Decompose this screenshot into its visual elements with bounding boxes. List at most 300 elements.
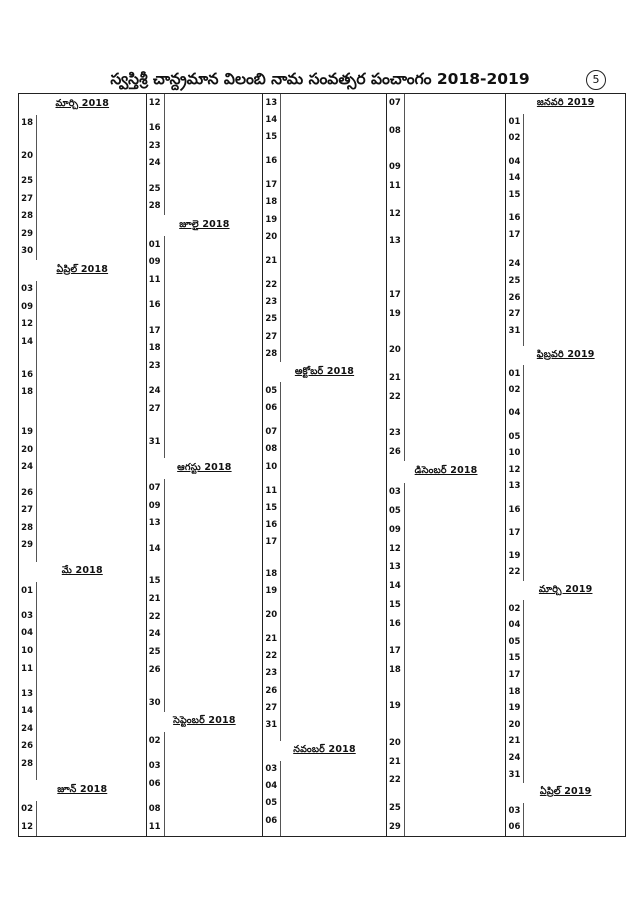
entry-day — [506, 541, 524, 548]
calendar-entry — [506, 461, 625, 478]
month-header: ఫిబ్రవరి 2019 — [536, 348, 595, 360]
entry-day: 19 — [263, 582, 281, 599]
calendar-entry — [19, 607, 146, 625]
calendar-entry — [263, 565, 386, 582]
calendar-entry — [19, 242, 146, 260]
entry-day: 04 — [263, 778, 281, 795]
entry-day: 12 — [19, 316, 37, 334]
entry-day: 05 — [263, 382, 281, 399]
entry-day: 25 — [19, 172, 37, 190]
calendar-entry — [387, 633, 506, 642]
calendar-entry — [147, 289, 263, 297]
entry-day: 13 — [147, 514, 165, 532]
entry-day: 23 — [147, 357, 165, 375]
entry-day: 04 — [506, 617, 524, 634]
calendar-entry — [506, 600, 625, 617]
entry-day: 17 — [387, 286, 405, 305]
calendar-entry — [506, 226, 625, 243]
entry-day: 28 — [19, 755, 37, 773]
calendar-entry — [506, 289, 625, 306]
calendar-entry — [387, 305, 506, 324]
entry-day: 18 — [19, 115, 37, 133]
calendar-entry — [506, 203, 625, 210]
month-header: ఏప్రిల్ 2019 — [539, 786, 592, 798]
entry-day — [147, 565, 165, 573]
entry-day — [387, 259, 405, 268]
calendar-entry — [263, 716, 386, 733]
calendar-entry — [263, 94, 386, 111]
entry-day: 12 — [506, 461, 524, 478]
entry-day: 22 — [147, 608, 165, 626]
entry-day — [263, 829, 281, 836]
calendar-entry — [506, 750, 625, 767]
entry-day: 20 — [263, 606, 281, 623]
entry-day: 22 — [263, 648, 281, 665]
calendar-entry — [147, 198, 263, 216]
entry-day: 24 — [19, 720, 37, 738]
calendar-entry — [19, 225, 146, 243]
calendar-entry — [263, 699, 386, 716]
calendar-entry — [263, 534, 386, 551]
calendar-entry — [19, 140, 146, 148]
entry-day: 25 — [263, 311, 281, 328]
calendar-entry — [19, 165, 146, 173]
calendar-column — [263, 94, 387, 836]
entry-day — [387, 725, 405, 734]
calendar-entry — [506, 153, 625, 170]
calendar-entry — [147, 172, 263, 180]
month-header: జూలై 2018 — [179, 219, 230, 231]
entry-day — [387, 277, 405, 286]
calendar-grid — [18, 93, 626, 837]
calendar-entry — [263, 245, 386, 252]
calendar-entry — [387, 424, 506, 443]
calendar-entry — [19, 677, 146, 685]
month-header: నవంబర్ 2018 — [293, 744, 356, 756]
calendar-entry — [147, 433, 263, 451]
calendar-entry — [147, 382, 263, 400]
entry-day — [506, 398, 524, 405]
calendar-entry — [263, 665, 386, 682]
entry-day — [387, 149, 405, 158]
entry-day — [263, 270, 281, 277]
month-header: మే 2018 — [61, 565, 103, 577]
entry-day — [19, 416, 37, 424]
calendar-entry — [19, 582, 146, 600]
entry-day — [506, 147, 524, 154]
entry-day — [147, 451, 165, 459]
calendar-entry — [506, 564, 625, 581]
calendar-entry — [147, 679, 263, 687]
calendar-entry — [263, 582, 386, 599]
entry-day: 17 — [147, 322, 165, 340]
calendar-entry — [506, 114, 625, 131]
calendar-entry — [387, 577, 506, 596]
calendar-entry — [387, 483, 506, 502]
entry-day — [506, 250, 524, 257]
calendar-entry — [147, 340, 263, 358]
entry-day — [506, 422, 524, 429]
entry-day — [263, 475, 281, 482]
entry-day: 02 — [506, 600, 524, 617]
calendar-entry — [387, 558, 506, 577]
calendar-entry — [19, 801, 146, 819]
entry-day: 26 — [147, 661, 165, 679]
entry-day: 21 — [263, 252, 281, 269]
calendar-entry — [263, 311, 386, 328]
calendar-entry — [147, 479, 263, 497]
calendar-entry — [19, 818, 146, 836]
calendar-entry — [387, 415, 506, 424]
entry-day: 31 — [263, 716, 281, 733]
calendar-entry — [263, 812, 386, 829]
entry-day: 11 — [387, 177, 405, 196]
calendar-entry — [387, 277, 506, 286]
entry-day — [147, 793, 165, 801]
entry-day: 18 — [263, 194, 281, 211]
entry-day: 24 — [506, 256, 524, 273]
calendar-entry — [19, 358, 146, 366]
entry-day: 16 — [147, 119, 165, 137]
entry-day: 24 — [506, 750, 524, 767]
entry-day: 04 — [506, 405, 524, 422]
calendar-entry — [19, 351, 146, 359]
calendar-entry — [263, 517, 386, 534]
calendar-entry — [263, 228, 386, 245]
calendar-column — [506, 94, 625, 836]
calendar-entry — [263, 733, 386, 740]
calendar-entry — [387, 223, 506, 232]
calendar-entry — [506, 803, 625, 820]
entry-day: 08 — [387, 122, 405, 141]
entry-day: 28 — [19, 519, 37, 537]
entry-day: 30 — [147, 694, 165, 712]
calendar-entry — [263, 194, 386, 211]
calendar-entry — [506, 634, 625, 651]
entry-day: 03 — [19, 281, 37, 299]
entry-day — [19, 773, 37, 781]
calendar-entry — [19, 484, 146, 502]
calendar-entry — [263, 475, 386, 482]
calendar-entry — [19, 333, 146, 351]
calendar-entry — [147, 608, 263, 626]
entry-day: 15 — [506, 650, 524, 667]
entry-day: 03 — [263, 761, 281, 778]
entry-day: 05 — [506, 428, 524, 445]
calendar-entry — [263, 252, 386, 269]
entry-day: 09 — [387, 158, 405, 177]
calendar-entry — [263, 778, 386, 795]
calendar-entry — [387, 140, 506, 149]
calendar-entry — [147, 314, 263, 322]
calendar-entry — [387, 251, 506, 260]
calendar-entry — [387, 149, 506, 158]
entry-day — [263, 733, 281, 740]
entry-day: 20 — [387, 733, 405, 752]
entry-day: 27 — [19, 190, 37, 208]
entry-day: 18 — [506, 683, 524, 700]
calendar-entry — [263, 424, 386, 441]
calendar-entry — [506, 422, 625, 429]
calendar-column — [147, 94, 264, 836]
calendar-entry — [19, 476, 146, 484]
page-number: 5 — [586, 70, 606, 90]
calendar-entry — [147, 271, 263, 289]
calendar-entry — [506, 339, 625, 346]
calendar-entry — [147, 573, 263, 591]
entry-day — [506, 203, 524, 210]
calendar-entry — [263, 558, 386, 565]
entry-day — [147, 375, 165, 383]
calendar-entry — [147, 801, 263, 819]
entry-day — [263, 624, 281, 631]
month-header: మార్చి 2019 — [538, 584, 593, 596]
calendar-entry — [147, 643, 263, 661]
entry-day: 02 — [19, 801, 37, 819]
entry-day: 11 — [147, 271, 165, 289]
calendar-entry — [263, 400, 386, 417]
entry-day — [387, 360, 405, 369]
entry-day: 16 — [506, 210, 524, 227]
entry-day: 02 — [506, 382, 524, 399]
month-header: ఏప్రిల్ 2018 — [56, 263, 109, 275]
entry-day: 04 — [19, 625, 37, 643]
calendar-entry — [147, 155, 263, 173]
month-header: డిసెంబర్ 2018 — [414, 465, 478, 477]
calendar-entry — [263, 499, 386, 516]
calendar-entry — [19, 298, 146, 316]
calendar-entry — [506, 617, 625, 634]
entry-day: 09 — [19, 298, 37, 316]
calendar-entry — [387, 232, 506, 251]
calendar-entry — [19, 383, 146, 401]
calendar-entry — [263, 624, 386, 631]
calendar-entry — [147, 686, 263, 694]
calendar-entry — [387, 725, 506, 734]
entry-day: 23 — [387, 424, 405, 443]
calendar-entry — [387, 716, 506, 725]
calendar-entry — [147, 451, 263, 459]
entry-day — [387, 268, 405, 277]
entry-day — [19, 165, 37, 173]
calendar-entry — [147, 357, 263, 375]
entry-day: 27 — [147, 400, 165, 418]
entry-day — [147, 172, 165, 180]
calendar-entry — [387, 268, 506, 277]
calendar-entry — [147, 818, 263, 836]
calendar-entry — [506, 147, 625, 154]
entry-day: 05 — [506, 634, 524, 651]
calendar-entry — [506, 250, 625, 257]
entry-day — [19, 401, 37, 409]
calendar-entry — [506, 766, 625, 783]
calendar-entry — [19, 207, 146, 225]
calendar-entry — [506, 501, 625, 518]
entry-day: 17 — [506, 667, 524, 684]
calendar-entry — [147, 532, 263, 540]
calendar-entry — [147, 732, 263, 750]
entry-day: 13 — [387, 558, 405, 577]
entry-day: 18 — [19, 383, 37, 401]
entry-day: 19 — [19, 424, 37, 442]
calendar-entry — [263, 648, 386, 665]
calendar-entry — [19, 147, 146, 165]
calendar-entry — [147, 180, 263, 198]
entry-day: 23 — [263, 665, 281, 682]
entry-day — [387, 716, 405, 725]
entry-day: 12 — [19, 818, 37, 836]
entry-day: 20 — [263, 228, 281, 245]
calendar-entry — [387, 177, 506, 196]
entry-day: 24 — [147, 626, 165, 644]
entry-day — [147, 686, 165, 694]
entry-day: 16 — [147, 297, 165, 315]
entry-day: 16 — [506, 501, 524, 518]
entry-day — [19, 476, 37, 484]
calendar-entry — [506, 717, 625, 734]
entry-day — [506, 495, 524, 502]
calendar-entry — [263, 177, 386, 194]
calendar-entry — [263, 551, 386, 558]
calendar-entry — [19, 600, 146, 608]
calendar-entry — [147, 297, 263, 315]
calendar-entry — [19, 685, 146, 703]
calendar-entry — [147, 425, 263, 433]
calendar-entry — [147, 626, 263, 644]
entry-day: 22 — [387, 771, 405, 790]
calendar-entry — [19, 642, 146, 660]
calendar-entry — [19, 441, 146, 459]
calendar-entry — [147, 557, 263, 565]
entry-day: 19 — [387, 305, 405, 324]
calendar-entry — [19, 738, 146, 756]
entry-day: 26 — [19, 484, 37, 502]
calendar-entry — [19, 366, 146, 384]
entry-day: 27 — [19, 501, 37, 519]
entry-day: 14 — [263, 111, 281, 128]
calendar-entry — [387, 688, 506, 697]
calendar-entry — [387, 368, 506, 387]
entry-day: 14 — [147, 540, 165, 558]
entry-day — [387, 195, 405, 204]
calendar-entry — [263, 482, 386, 499]
entry-day — [263, 551, 281, 558]
month-header: అక్టోబర్ 2018 — [294, 365, 355, 377]
calendar-entry — [387, 387, 506, 406]
calendar-entry — [387, 642, 506, 661]
entry-day: 06 — [147, 775, 165, 793]
entry-day: 23 — [147, 137, 165, 155]
entry-day: 26 — [263, 682, 281, 699]
calendar-entry — [147, 112, 263, 120]
calendar-entry — [263, 277, 386, 294]
entry-day: 17 — [263, 534, 281, 551]
entry-day: 25 — [147, 643, 165, 661]
entry-day: 02 — [506, 130, 524, 147]
entry-day — [387, 323, 405, 332]
entry-day: 15 — [147, 573, 165, 591]
entry-day: 30 — [19, 242, 37, 260]
calendar-entry — [506, 819, 625, 836]
calendar-entry — [147, 758, 263, 776]
entry-day: 22 — [387, 387, 405, 406]
calendar-entry — [263, 761, 386, 778]
entry-day: 31 — [147, 433, 165, 451]
calendar-entry — [506, 365, 625, 382]
entry-day: 02 — [147, 732, 165, 750]
calendar-entry — [387, 158, 506, 177]
entry-day — [147, 425, 165, 433]
entry-day: 12 — [147, 94, 165, 112]
entry-day: 03 — [387, 483, 405, 502]
entry-day: 15 — [506, 187, 524, 204]
entry-day — [387, 113, 405, 122]
calendar-entry — [147, 565, 263, 573]
entry-day: 13 — [19, 685, 37, 703]
calendar-entry — [147, 497, 263, 515]
entry-day: 17 — [387, 642, 405, 661]
calendar-entry — [147, 540, 263, 558]
calendar-entry — [19, 401, 146, 409]
calendar-entry — [147, 119, 263, 137]
calendar-entry — [147, 694, 263, 712]
calendar-entry — [19, 416, 146, 424]
calendar-entry — [147, 94, 263, 112]
calendar-entry — [506, 306, 625, 323]
entry-day — [387, 790, 405, 799]
entry-day: 26 — [387, 442, 405, 461]
calendar-entry — [19, 625, 146, 643]
calendar-entry — [147, 661, 263, 679]
entry-day — [263, 558, 281, 565]
calendar-entry — [387, 697, 506, 716]
entry-day: 08 — [147, 801, 165, 819]
calendar-entry — [147, 514, 263, 532]
entry-day — [19, 554, 37, 562]
calendar-entry — [263, 631, 386, 648]
calendar-entry — [506, 323, 625, 340]
calendar-entry — [19, 459, 146, 477]
entry-day: 09 — [147, 254, 165, 272]
entry-day — [387, 332, 405, 341]
calendar-entry — [506, 243, 625, 250]
calendar-entry — [506, 667, 625, 684]
entry-day — [147, 314, 165, 322]
calendar-entry — [147, 793, 263, 801]
calendar-entry — [147, 236, 263, 254]
calendar-entry — [147, 750, 263, 758]
entry-day: 06 — [263, 400, 281, 417]
entry-day — [387, 140, 405, 149]
entry-day — [387, 251, 405, 260]
entry-day: 06 — [263, 812, 281, 829]
calendar-entry — [506, 683, 625, 700]
calendar-entry — [387, 790, 506, 799]
entry-day — [19, 408, 37, 416]
entry-day: 22 — [506, 564, 524, 581]
entry-day: 07 — [263, 424, 281, 441]
entry-day: 24 — [147, 382, 165, 400]
calendar-entry — [147, 400, 263, 418]
calendar-entry — [506, 524, 625, 541]
entry-day: 20 — [19, 147, 37, 165]
entry-day — [19, 358, 37, 366]
calendar-entry — [387, 195, 506, 204]
entry-day: 28 — [263, 345, 281, 362]
calendar-entry — [263, 345, 386, 362]
calendar-entry — [19, 501, 146, 519]
entry-day: 17 — [506, 524, 524, 541]
